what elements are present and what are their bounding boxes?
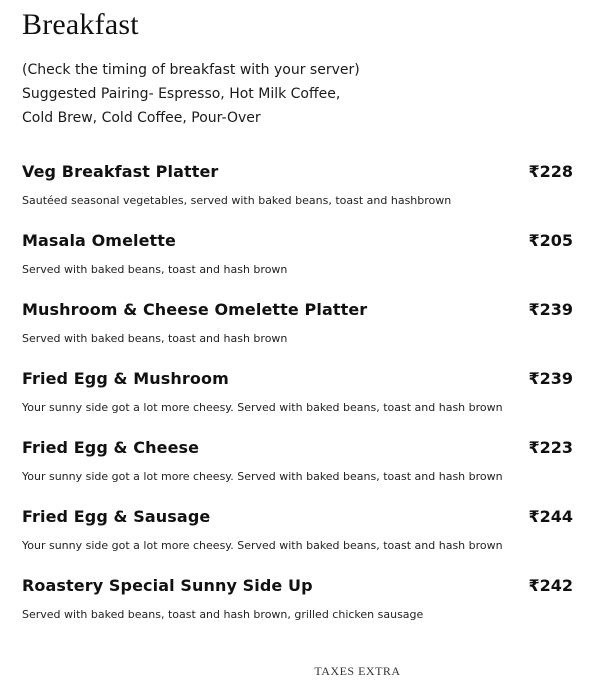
menu-item bbox=[0, 505, 615, 574]
menu-item bbox=[0, 367, 615, 436]
taxes-note bbox=[0, 664, 615, 679]
menu-item-description: Sautéed seasonal vegetables, served with baked beans, toast and hashbrown bbox=[22, 194, 452, 207]
menu-item-name: Fried Egg & Sausage bbox=[22, 507, 211, 526]
pairing-note-line-2: Cold Brew, Cold Coffee, Pour-Over bbox=[22, 110, 261, 126]
menu-item-description: Your sunny side got a lot more cheesy. Served with baked beans, toast and hash brown bbox=[22, 470, 503, 483]
menu-item-list bbox=[0, 160, 615, 643]
menu-item-name: Veg Breakfast Platter bbox=[22, 162, 219, 181]
menu-item-price: ₹223 bbox=[528, 438, 573, 457]
taxes-note-text: TAXES EXTRA bbox=[314, 664, 401, 678]
menu-item-name: Roastery Special Sunny Side Up bbox=[22, 576, 313, 595]
menu-item bbox=[0, 229, 615, 298]
menu-item-description: Served with baked beans, toast and hash brown bbox=[22, 263, 288, 276]
section-title: Breakfast bbox=[22, 8, 139, 41]
menu-item-price: ₹205 bbox=[528, 231, 573, 250]
menu-item bbox=[0, 574, 615, 643]
menu-item-description: Served with baked beans, toast and hash brown, grilled chicken sausage bbox=[22, 608, 424, 621]
pairing-note-line-1: Suggested Pairing- Espresso, Hot Milk Coffee, bbox=[22, 86, 341, 102]
menu-item-name: Fried Egg & Mushroom bbox=[22, 369, 229, 388]
timing-note: (Check the timing of breakfast with your server) bbox=[22, 62, 360, 78]
menu-item-price: ₹228 bbox=[528, 162, 573, 181]
menu-item-description: Your sunny side got a lot more cheesy. Served with baked beans, toast and hash brown bbox=[22, 401, 503, 414]
menu-item-name: Masala Omelette bbox=[22, 231, 176, 250]
menu-item-price: ₹239 bbox=[528, 369, 573, 388]
menu-item-price: ₹239 bbox=[528, 300, 573, 319]
menu-item-name: Fried Egg & Cheese bbox=[22, 438, 200, 457]
menu-item-name: Mushroom & Cheese Omelette Platter bbox=[22, 300, 368, 319]
menu-item-price: ₹244 bbox=[528, 507, 573, 526]
menu-item-description: Served with baked beans, toast and hash brown bbox=[22, 332, 288, 345]
menu-item bbox=[0, 436, 615, 505]
menu-item-description: Your sunny side got a lot more cheesy. Served with baked beans, toast and hash brown bbox=[22, 539, 503, 552]
menu-item bbox=[0, 160, 615, 229]
menu-item-price: ₹242 bbox=[528, 576, 573, 595]
menu-item bbox=[0, 298, 615, 367]
section-intro bbox=[22, 58, 360, 130]
